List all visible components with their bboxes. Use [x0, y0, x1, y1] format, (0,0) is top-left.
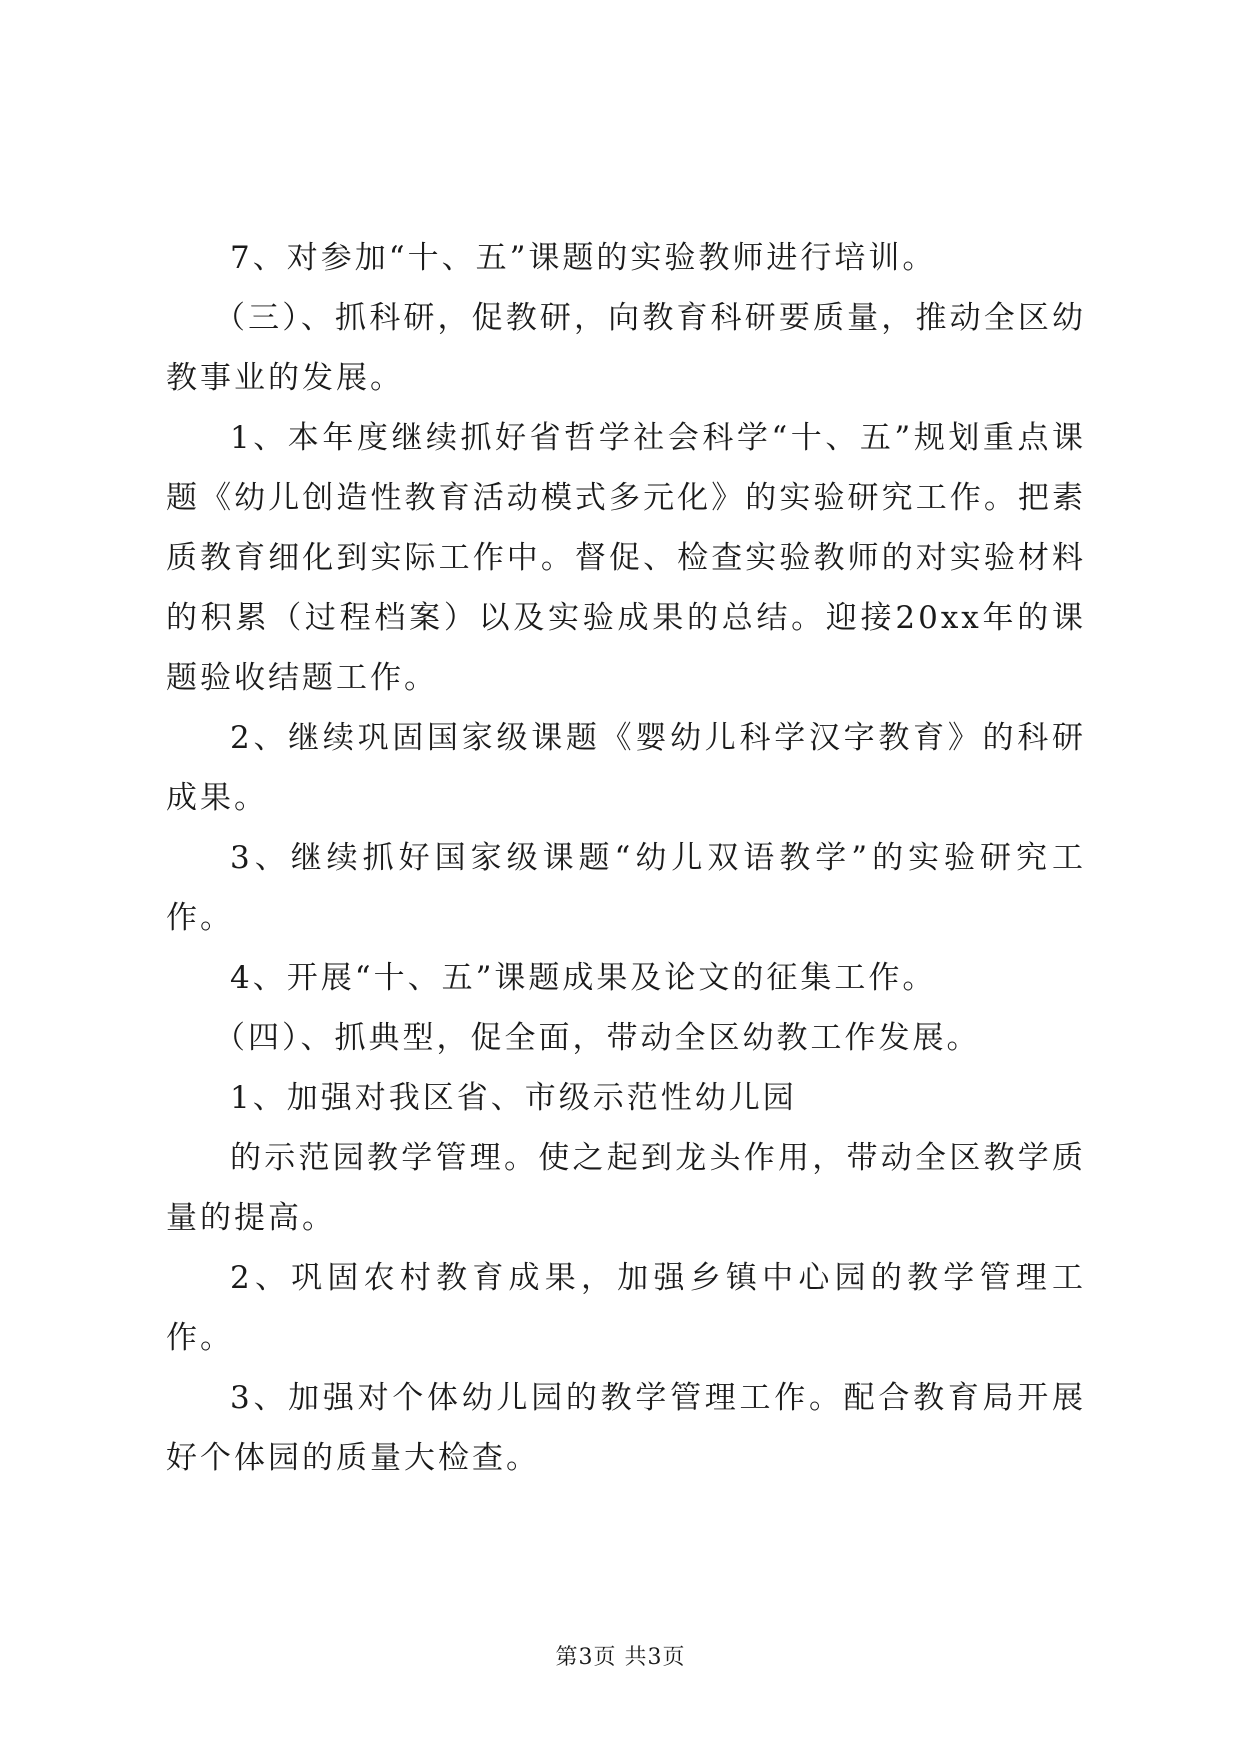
section-heading-4-models: （四）、抓典型，促全面，带动全区幼教工作发展。 — [214, 1020, 981, 1056]
document-body — [166, 228, 1086, 1488]
paragraph-item-7-training: 7、对参加“十、五”课题的实验教师进行培训。 — [230, 240, 937, 276]
paragraph-item-1-project: 1、本年度继续抓好省哲学社会科学“十、五”规划重点课题《幼儿创造性教育活动模式多元化》的实验研究工作。把素质教育细化到实际工作中。督促、检查实验教师的对实验材料的积累（过程档案）以及实验成果的总结。迎接20xx年的课题验收结题工作。 — [166, 420, 1086, 696]
paragraph-continuation-demo-management: 的示范园教学管理。使之起到龙头作用，带动全区教学质量的提高。 — [166, 1140, 1086, 1236]
paragraph-item-2-chinese-characters: 2、继续巩固国家级课题《婴幼儿科学汉字教育》的科研成果。 — [166, 720, 1086, 816]
paragraph-item-3-private: 3、加强对个体幼儿园的教学管理工作。配合教育局开展好个体园的质量大检查。 — [166, 1380, 1086, 1476]
paragraph-item-1-demo-kindergartens: 1、加强对我区省、市级示范性幼儿园 — [230, 1080, 797, 1116]
paragraph-item-3-bilingual: 3、继续抓好国家级课题“幼儿双语教学”的实验研究工作。 — [166, 840, 1086, 936]
page-number-footer: 第3页 共3页 — [555, 1645, 686, 1670]
section-heading-3-research: （三）、抓科研，促教研，向教育科研要质量，推动全区幼教事业的发展。 — [166, 300, 1086, 396]
paragraph-item-2-rural: 2、巩固农村教育成果，加强乡镇中心园的教学管理工作。 — [166, 1260, 1086, 1356]
paragraph-item-4-papers: 4、开展“十、五”课题成果及论文的征集工作。 — [230, 960, 937, 996]
